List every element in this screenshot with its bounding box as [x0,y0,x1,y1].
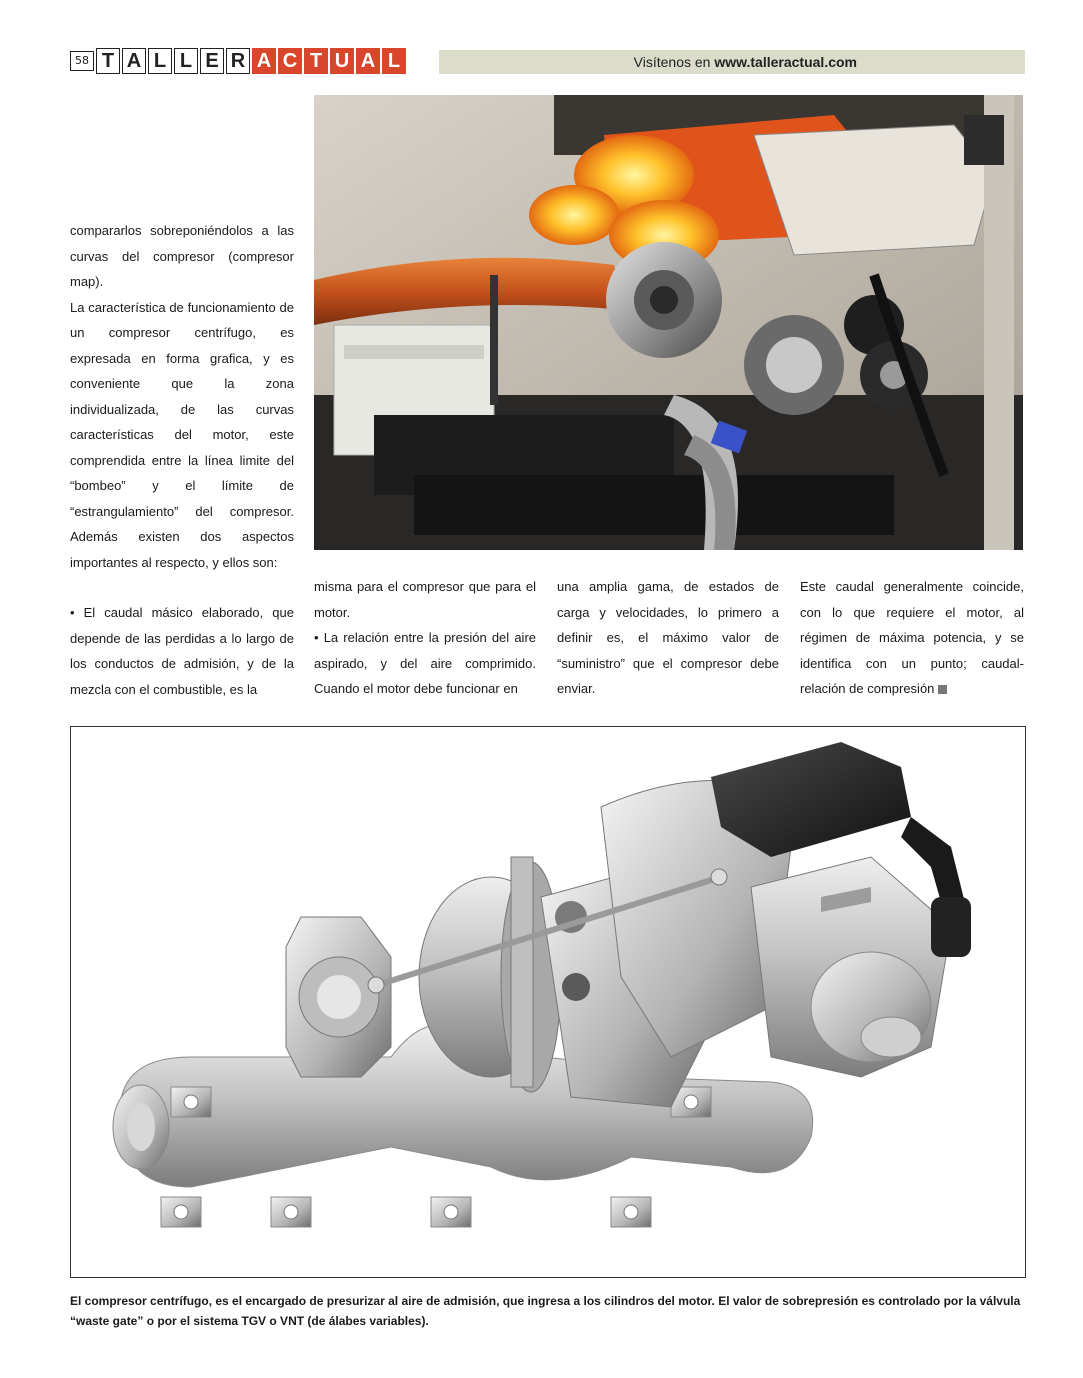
paragraph: Este caudal generalmente coincide, con lo que requiere el motor, al régimen de máxima potencia, y se identifica con un punto; caudal-relación de compresión [800,579,1024,696]
brand-letter: R [226,48,250,74]
paragraph: compararlos sobreponiéndolos a las curvas del compresor (compresor map). [70,223,294,289]
turbocharger-photo [70,726,1026,1278]
website-link[interactable]: www.talleractual.com [714,54,857,70]
paragraph: La característica de funcionamiento de un compresor centrífugo, es expresada en forma grafica, y es conveniente que la zona individualizada, de las curvas características del motor, este comprendida entre la línea limite del “bombeo” y el límite de “estrangulamiento” del compresor. Además existen dos aspectos importantes al respecto, y ellos son: [70,299,294,570]
brand-letter: C [278,48,302,74]
paragraph: una amplia gama, de estados de carga y velocidades, lo primero a definir es, el máximo valor de “suministro” que el compresor debe enviar. [557,579,779,696]
text-column-3 [557,574,779,702]
text-column-4 [800,574,1024,702]
text-column-left [70,218,294,702]
brand-letter: L [174,48,198,74]
brand-letter: L [148,48,172,74]
paragraph: • La relación entre la presión del aire aspirado, y del aire comprimido. Cuando el motor debe funcionar en [314,630,536,696]
visit-prefix: Visítenos en [633,54,715,70]
brand-letter: A [356,48,380,74]
brand-letter: T [96,48,120,74]
brand-letter: L [382,48,406,74]
brand-logo [96,48,406,74]
paragraph: misma para el compresor que para el motor. [314,579,536,620]
visit-banner [439,50,1025,74]
end-of-article-icon [938,685,947,694]
page-header [70,48,1025,76]
brand-letter: A [252,48,276,74]
visit-text [634,50,857,74]
brand-letter: E [200,48,224,74]
page-number: 58 [70,51,94,71]
paragraph: • El caudal másico elaborado, que depende de las perdidas a lo largo de los conductos de admisión, y de la mezcla con el combustible, es la [70,605,294,697]
brand-letter: A [122,48,146,74]
engine-photo [314,95,1023,550]
photo-caption: El compresor centrífugo, es el encargado de presurizar al aire de admisión, que ingresa a los cilindros del motor. El valor de sobrepresión es controlado por la válvula “waste gate” o por el sistema TGV o VNT (de álabes variables). [70,1294,1021,1328]
brand-letter: T [304,48,328,74]
brand-letter: U [330,48,354,74]
text-column-2 [314,574,536,702]
